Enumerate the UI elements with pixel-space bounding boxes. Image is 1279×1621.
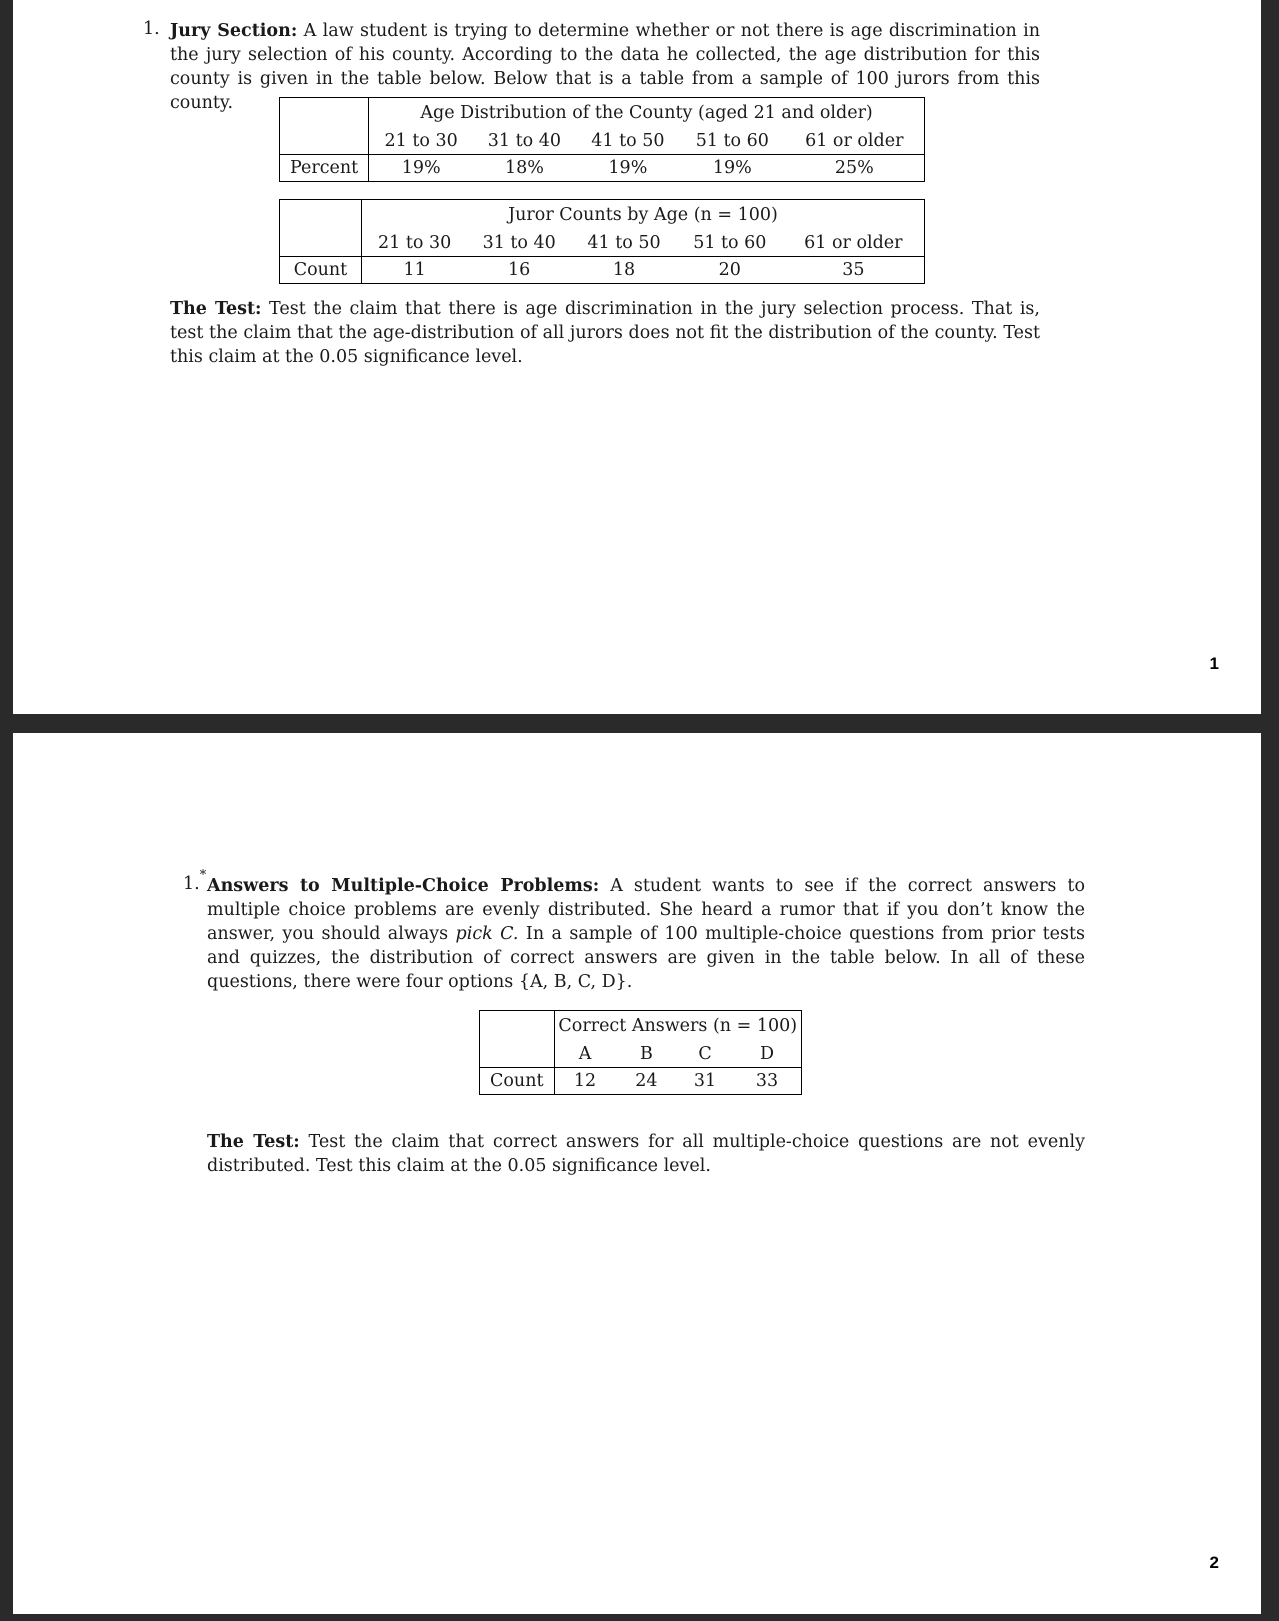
- table-cell: 20: [677, 257, 783, 284]
- table-caption: Correct Answers (n = 100): [554, 1011, 802, 1042]
- correct-answers-table: [479, 1010, 802, 1095]
- problem-text: A student wants to see if the correct answers to multiple choice problems are evenly distributed. She heard a rumor that if you don’t know the answer, you should always: [207, 876, 1085, 944]
- category-header: B: [639, 1044, 653, 1064]
- problem-number-text: 1.: [183, 874, 200, 894]
- problem-title: Answers to Multiple-Choice Problems:: [207, 876, 600, 896]
- problem-intro: [207, 874, 1085, 994]
- category-header: 51 to 60: [693, 233, 767, 253]
- table-corner: [480, 1011, 555, 1068]
- table-cell: 18%: [473, 155, 576, 182]
- table-cell: 24: [616, 1068, 678, 1095]
- table-cell: 25%: [785, 155, 925, 182]
- table-cell: 33: [733, 1068, 802, 1095]
- problem-number: 1.: [143, 19, 160, 39]
- category-header: 41 to 50: [587, 233, 661, 253]
- problem-title: Jury Section:: [170, 21, 298, 41]
- test-title: The Test:: [207, 1132, 300, 1152]
- test-statement: [207, 1130, 1085, 1178]
- category-header: 21 to 30: [377, 233, 452, 253]
- page-2: [13, 733, 1261, 1614]
- category-header: 51 to 60: [695, 131, 769, 151]
- category-header: 31 to 40: [487, 131, 561, 151]
- problem-number: [183, 868, 207, 894]
- table-cell: 31: [677, 1068, 733, 1095]
- table-cell: 19%: [369, 155, 473, 182]
- problem-text: A law student is trying to determine whether or not there is age discrimination in the jury selection of his county. According to the data he collected, the age distribution for this county is given in the table below. Below that is a table from a sample of 100 jurors from this county.: [170, 21, 1041, 113]
- table-corner: [280, 98, 369, 155]
- test-statement: [170, 297, 1040, 369]
- row-label: Percent: [280, 155, 369, 182]
- category-header: 61 or older: [783, 230, 925, 257]
- test-title: The Test:: [170, 299, 262, 319]
- page-1: [13, 0, 1261, 714]
- category-header: A: [578, 1044, 592, 1064]
- table-cell: 11: [361, 257, 467, 284]
- category-header: 31 to 40: [482, 233, 556, 253]
- star-marker: *: [199, 868, 207, 883]
- table-caption: Juror Counts by Age (n = 100): [361, 200, 924, 231]
- table-caption: Age Distribution of the County (aged 21 and older): [369, 98, 925, 129]
- page-number: 2: [1209, 1553, 1219, 1572]
- table-cell: 16: [467, 257, 571, 284]
- row-label: Count: [480, 1068, 555, 1095]
- table-cell: 35: [783, 257, 925, 284]
- test-text: Test the claim that there is age discrimination in the jury selection process. That is, test the claim that the age-distribution of all jurors does not fit the distribution of the county. Test this claim at the 0.05 significance level.: [170, 299, 1040, 367]
- category-header: C: [698, 1044, 712, 1064]
- table-cell: 18: [571, 257, 677, 284]
- category-header: 21 to 30: [384, 131, 458, 151]
- category-header: 41 to 50: [591, 131, 665, 151]
- table-corner: [280, 200, 362, 257]
- problem-text-continued: In a sample of 100 multiple-choice questions from prior tests and quizzes, the distribution of correct answers are given in the table below. In all of these questions, there were four options {A, B, C, D}.: [207, 924, 1085, 992]
- table-cell: 19%: [680, 155, 784, 182]
- category-header: D: [733, 1041, 802, 1068]
- table-cell: 12: [554, 1068, 616, 1095]
- row-label: Count: [280, 257, 362, 284]
- page-number: 1: [1209, 654, 1219, 673]
- category-header: 61 or older: [785, 128, 925, 155]
- county-age-table: [279, 97, 925, 182]
- juror-count-table: [279, 199, 925, 284]
- emphasis-text: pick C.: [455, 924, 519, 944]
- table-cell: 19%: [576, 155, 680, 182]
- test-text: Test the claim that correct answers for all multiple-choice questions are not evenly distributed. Test this claim at the 0.05 significance level.: [207, 1132, 1085, 1176]
